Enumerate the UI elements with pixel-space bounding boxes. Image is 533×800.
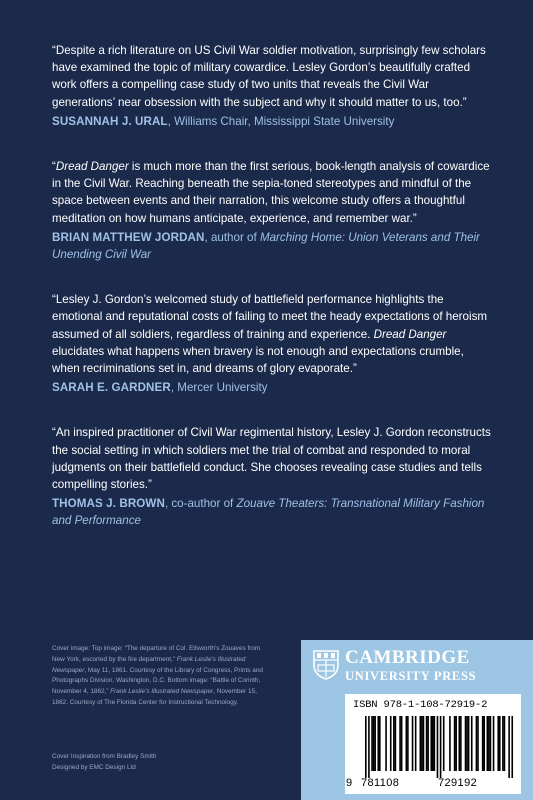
book-title: Dread Danger: [55, 160, 129, 174]
endorser-affiliation: , Mercer University: [170, 381, 268, 395]
endorsements: [52, 42, 492, 558]
book-title: Dread Danger: [373, 327, 447, 341]
barcode-bar: [477, 716, 479, 771]
quote-text: elucidates what happens when bravery is not enough and expectations crumble, when recriminations set in, and dreams of glory evaporate.”: [52, 344, 464, 376]
credit-text: , November 15, 1862. Courtesy of The Florida Center for Instructional Technology.: [52, 688, 257, 706]
endorsement-quote: [52, 158, 492, 227]
barcode-bar: [430, 716, 432, 771]
endorsement-attribution: [52, 229, 492, 263]
endorsement-attribution: [52, 379, 492, 396]
endorser-book-title: Zouave Theaters: Transnational Military Fashion and Performance: [52, 497, 485, 528]
barcode-bar: [476, 716, 478, 771]
barcode-bar: [460, 716, 462, 771]
barcode-bar: [420, 716, 422, 771]
credit-publication: Frank Leslie’s Illustrated Newspaper: [52, 655, 246, 674]
endorsement-gardner: [52, 291, 492, 396]
barcode-bar: [393, 716, 395, 771]
barcode-bar: [423, 716, 425, 771]
endorser-name: SARAH E. GARDNER: [52, 381, 171, 395]
endorser-affiliation: , author of: [204, 230, 260, 244]
endorsement-quote: “An inspired practitioner of Civil War regimental history, Lesley J. Gordon reconstructs the social setting in which soldiers met the trial of combat and responded to moral judgments on their battlefield conduct. She chooses revealing case studies and tells compelling stories.”: [52, 426, 491, 492]
barcode-bar: [483, 716, 485, 771]
endorsement-brown: [52, 424, 492, 529]
barcode-bar: [511, 716, 513, 778]
endorsement-quote: [52, 291, 492, 377]
credit-text: , May 11, 1861. Courtesy of the Library of Congress, Prints and Photographs Division, Washington, D.C. Bottom image: “Battle of Corinth, November 4, 1862,”: [52, 666, 263, 696]
barcode-bar: [488, 716, 490, 771]
publisher-panel: [301, 640, 533, 800]
barcode-bar: [426, 716, 428, 771]
barcode-bar: [499, 716, 501, 771]
barcode-bar: [502, 716, 504, 771]
barcode-bar: [415, 716, 417, 771]
credit-text: Cover image: Top image: “The departure of Col. Ellsworth’s Zouaves from New York, escorted by the fire department,”: [52, 645, 261, 663]
design-credits: [52, 752, 272, 774]
endorser-name: SUSANNAH J. URAL: [52, 114, 168, 128]
barcode-bar: [371, 716, 373, 771]
barcode-bar: [487, 716, 489, 771]
barcode-bar: [434, 716, 436, 771]
barcode-bar: [440, 716, 442, 778]
barcode-bar: [466, 716, 468, 771]
barcode-bars: [353, 716, 515, 778]
barcode-bar: [504, 716, 506, 771]
endorser-name: BRIAN MATTHEW JORDAN: [52, 230, 205, 244]
credit-publication: Frank Leslie’s Illustrated Newspaper: [110, 688, 214, 696]
designer-credit: Designed by EMC Design Ltd: [52, 763, 136, 771]
quote-mark: “: [52, 160, 56, 174]
endorsement-attribution: [52, 495, 492, 529]
barcode-bar: [368, 716, 370, 778]
barcode-bar: [449, 716, 451, 771]
barcode-bar: [379, 716, 381, 771]
barcode-bar: [443, 716, 445, 771]
publisher-logo-strip: [301, 640, 533, 688]
barcode-bar: [437, 716, 439, 778]
endorsement-attribution: [52, 113, 492, 130]
barcode-bar: [377, 716, 379, 771]
quote-text: is much more than the first serious, book-length analysis of cowardice in the Civil War. Reaching beneath the sepia-toned stereotypes and mindful of the space between events and their narration, this welcome study offers a thoughtful meditation on how humans anticipate, experience, and remember war.”: [52, 160, 490, 225]
barcode-bar: [399, 716, 401, 771]
endorser-affiliation: , co-author of: [164, 497, 237, 511]
barcode-bar: [454, 716, 456, 771]
barcode-bar: [482, 716, 484, 771]
barcode-bar: [468, 716, 470, 771]
publisher-name: [345, 648, 476, 683]
barcode-bar: [390, 716, 392, 771]
barcode-digit-lead: 9: [346, 777, 353, 789]
barcode-bar: [385, 716, 387, 771]
cover-inspiration: Cover Inspiration from Bradley Smith: [52, 753, 157, 760]
barcode-bar: [406, 716, 408, 771]
barcode-bar: [471, 716, 473, 771]
barcode-bar: [407, 716, 409, 771]
barcode-bar: [395, 716, 397, 771]
endorsement-ural: [52, 42, 492, 130]
barcode-bar: [497, 716, 499, 771]
barcode-bar: [458, 716, 460, 771]
endorser-book-title: Marching Home: Union Veterans and Their Unending Civil War: [52, 230, 480, 262]
publisher-name-line2: UNIVERSITY PRESS: [345, 669, 477, 683]
cover-image-credits: [52, 644, 272, 709]
endorsement-jordan: [52, 158, 492, 263]
barcode-bar: [432, 716, 434, 771]
barcode-digit-group1: 781108: [361, 777, 400, 789]
barcode-bar: [412, 716, 414, 771]
barcode-bar: [465, 716, 467, 771]
barcode-bar: [421, 716, 423, 771]
barcode-digit-group2: 729192: [438, 777, 478, 789]
barcode-bar: [401, 716, 403, 771]
barcode-bar: [508, 716, 510, 778]
isbn-label: ISBN 978-1-108-72919-2: [353, 699, 488, 711]
barcode-bar: [455, 716, 457, 771]
quote-text: “Lesley J. Gordon’s welcomed study of battlefield performance highlights the emotional and reputational costs of failing to meet the heady expectations of heroism assumed of all soldiers, regardless of training and experience.: [52, 293, 488, 341]
endorsement-quote: “Despite a rich literature on US Civil War soldier motivation, surprisingly few scholars have examined the topic of military cowardice. Lesley Gordon’s beautifully crafted work offers a compelling case study of two units that reveals the Civil War generations’ near obsession with the subject and why it should matter to us, too.”: [52, 44, 486, 109]
publisher-name-line1: CAMBRIDGE: [345, 647, 470, 668]
barcode: [345, 694, 521, 794]
barcode-bar: [427, 716, 429, 771]
endorser-name: THOMAS J. BROWN: [52, 497, 165, 511]
barcode-bar: [373, 716, 375, 771]
endorser-affiliation: , Williams Chair, Mississippi State University: [167, 114, 395, 128]
barcode-bar: [493, 716, 495, 771]
barcode-bar: [365, 716, 367, 778]
barcode-bar: [490, 716, 492, 771]
barcode-bar: [374, 716, 376, 771]
cambridge-shield-icon: [313, 650, 339, 680]
